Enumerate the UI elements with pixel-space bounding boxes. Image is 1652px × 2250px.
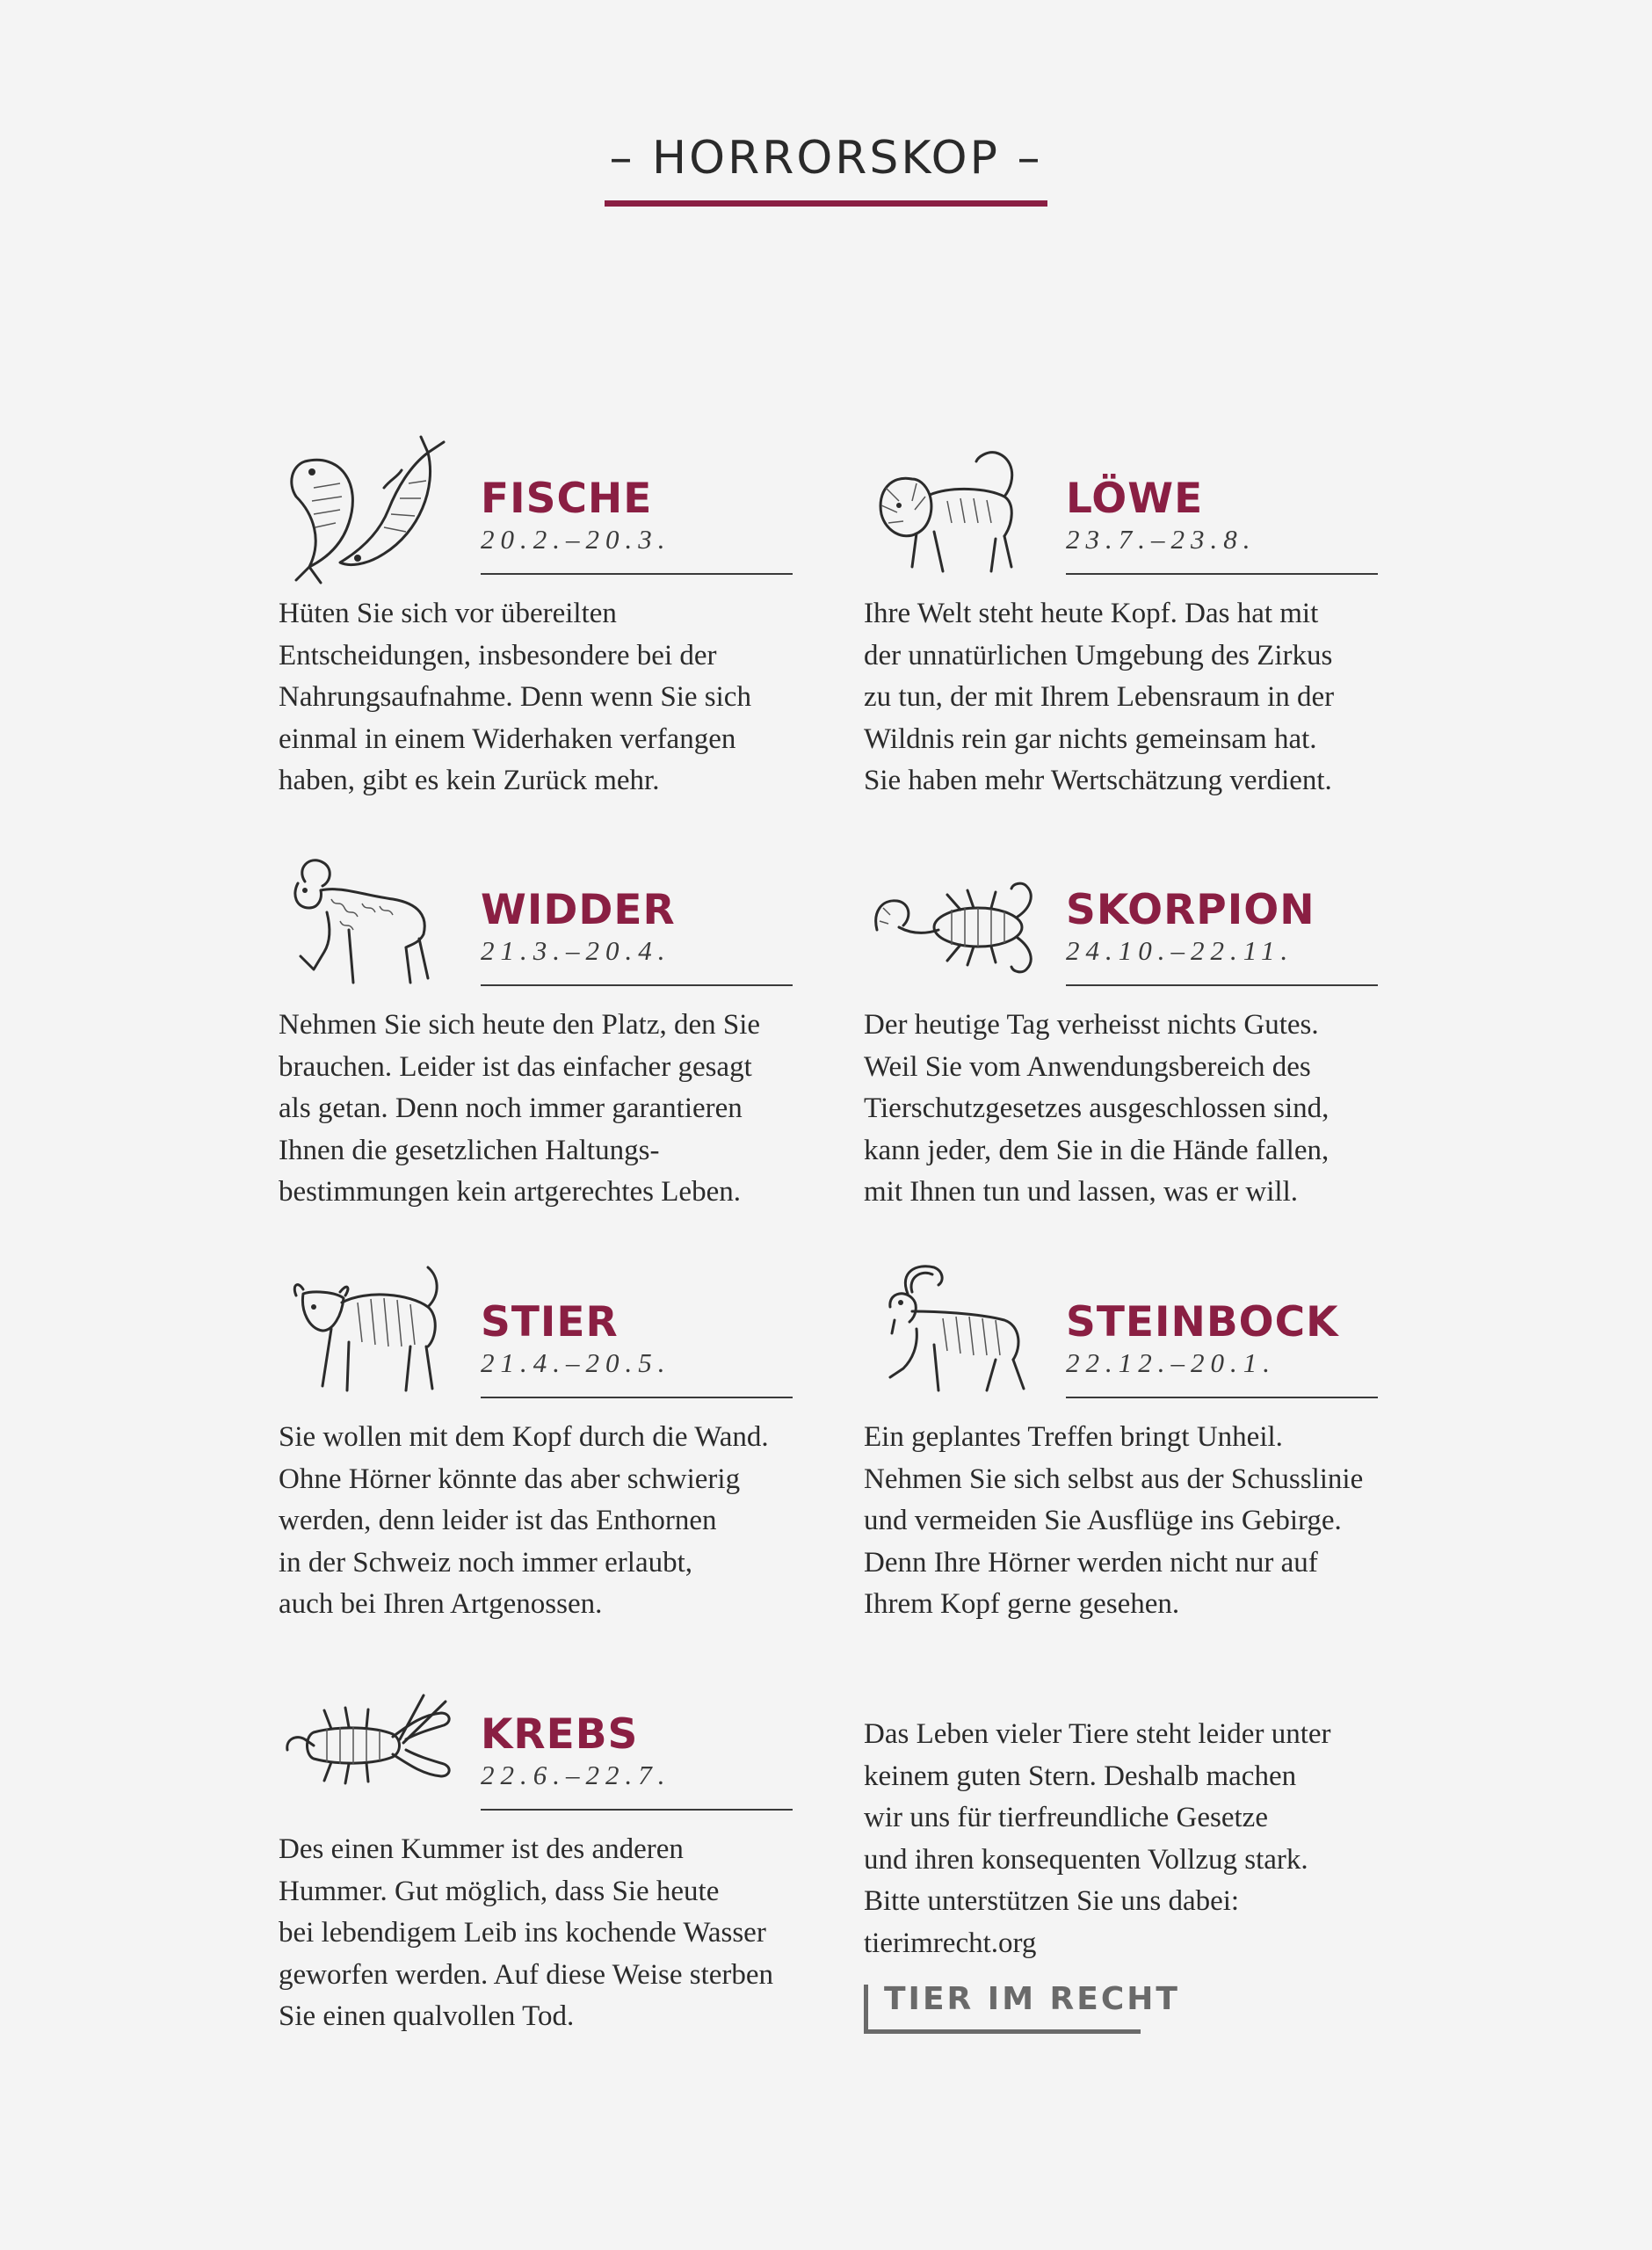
sign-header: [481, 475, 793, 575]
sign-dates: 22.12.–20.1.: [1066, 1347, 1276, 1378]
crayfish-icon: [279, 1671, 454, 1825]
sign-header: [1066, 886, 1378, 986]
sign-header: [481, 1710, 793, 1811]
sign-dates: 24.10.–22.11.: [1066, 935, 1294, 966]
sign-text: Ihre Welt steht heute Kopf. Das hat mit der unnatürlichen Umgebung des Zirkus zu tun, der mit Ihrem Lebensraum in der Wildnis rein gar nichts gemeinsam hat. Sie haben mehr Wertschätzung verdient.: [864, 598, 1335, 796]
sign-dates: 22.6.–22.7.: [481, 1760, 671, 1790]
logo-text: TIER IM RECHT: [884, 1981, 1180, 2017]
scorpion-icon: [864, 846, 1040, 1000]
tier-im-recht-logo: [864, 1981, 1180, 2034]
sign-text: Hüten Sie sich vor übereilten Entscheidungen, insbesondere bei der Nahrungsaufnahme. Denn wenn Sie sich einmal in einem Widerhaken verfangen haben, gibt es kein Zurück mehr.: [279, 598, 751, 796]
sign-name: KREBS: [481, 1710, 639, 1759]
sign-text: Der heutige Tag verheisst nichts Gutes. Weil Sie vom Anwendungsbereich des Tierschutzgesetzes ausgeschlossen sind, kann jeder, dem Sie in die Hände fallen, mit Ihnen tun und lassen, was er will.: [864, 1009, 1330, 1208]
page-title: – HORRORSKOP –: [605, 132, 1048, 207]
page-header: [0, 132, 1652, 207]
ibex-icon: [864, 1259, 1040, 1412]
sign-name: LÖWE: [1066, 475, 1204, 523]
sign-header: [1066, 475, 1378, 575]
ram-icon: [279, 846, 454, 1000]
sign-dates: 21.4.–20.5.: [481, 1347, 671, 1378]
sign-name: STEINBOCK: [1066, 1298, 1339, 1346]
sign-text: Des einen Kummer ist des anderen Hummer. Gut möglich, dass Sie heute bei lebendigem Leib ins kochende Wasser geworfen werden. Auf diese Weise sterben Sie einen qualvollen Tod.: [279, 1833, 774, 2032]
sign-text: Sie wollen mit dem Kopf durch die Wand. Ohne Hörner könnte das aber schwierig werden, denn leider ist das Enthornen in der Schweiz noch immer erlaubt, auch bei Ihren Artgenossen.: [279, 1421, 769, 1620]
sign-text: Nehmen Sie sich heute den Platz, den Sie brauchen. Leider ist das einfacher gesagt als getan. Denn noch immer garantieren Ihnen die gesetzlichen Haltungs- bestimmungen kein artgerechtes Leben.: [279, 1009, 761, 1208]
sign-name: SKORPION: [1066, 886, 1315, 934]
sign-header: [481, 1298, 793, 1398]
bull-icon: [279, 1259, 454, 1412]
sign-header: [1066, 1298, 1378, 1398]
sign-header: [481, 886, 793, 986]
sign-name: WIDDER: [481, 886, 676, 934]
sign-dates: 20.2.–20.3.: [481, 524, 671, 555]
sign-dates: 23.7.–23.8.: [1066, 524, 1257, 555]
sign-text: Ein geplantes Treffen bringt Unheil. Nehmen Sie sich selbst aus der Schusslinie und vermeiden Sie Ausflüge ins Gebirge. Denn Ihre Hörner werden nicht nur auf Ihrem Kopf gerne gesehen.: [864, 1421, 1364, 1620]
lion-icon: [864, 435, 1040, 589]
sign-dates: 21.3.–20.4.: [481, 935, 671, 966]
closing-text: Das Leben vieler Tiere steht leider unter keinem guten Stern. Deshalb machen wir uns für tierfreundliche Gesetze und ihren konsequenten Vollzug stark. Bitte unterstützen Sie uns dabei: tierimrecht.org: [864, 1718, 1331, 1959]
fish-icon: [279, 435, 454, 589]
sign-name: STIER: [481, 1298, 619, 1346]
sign-name: FISCHE: [481, 475, 653, 523]
